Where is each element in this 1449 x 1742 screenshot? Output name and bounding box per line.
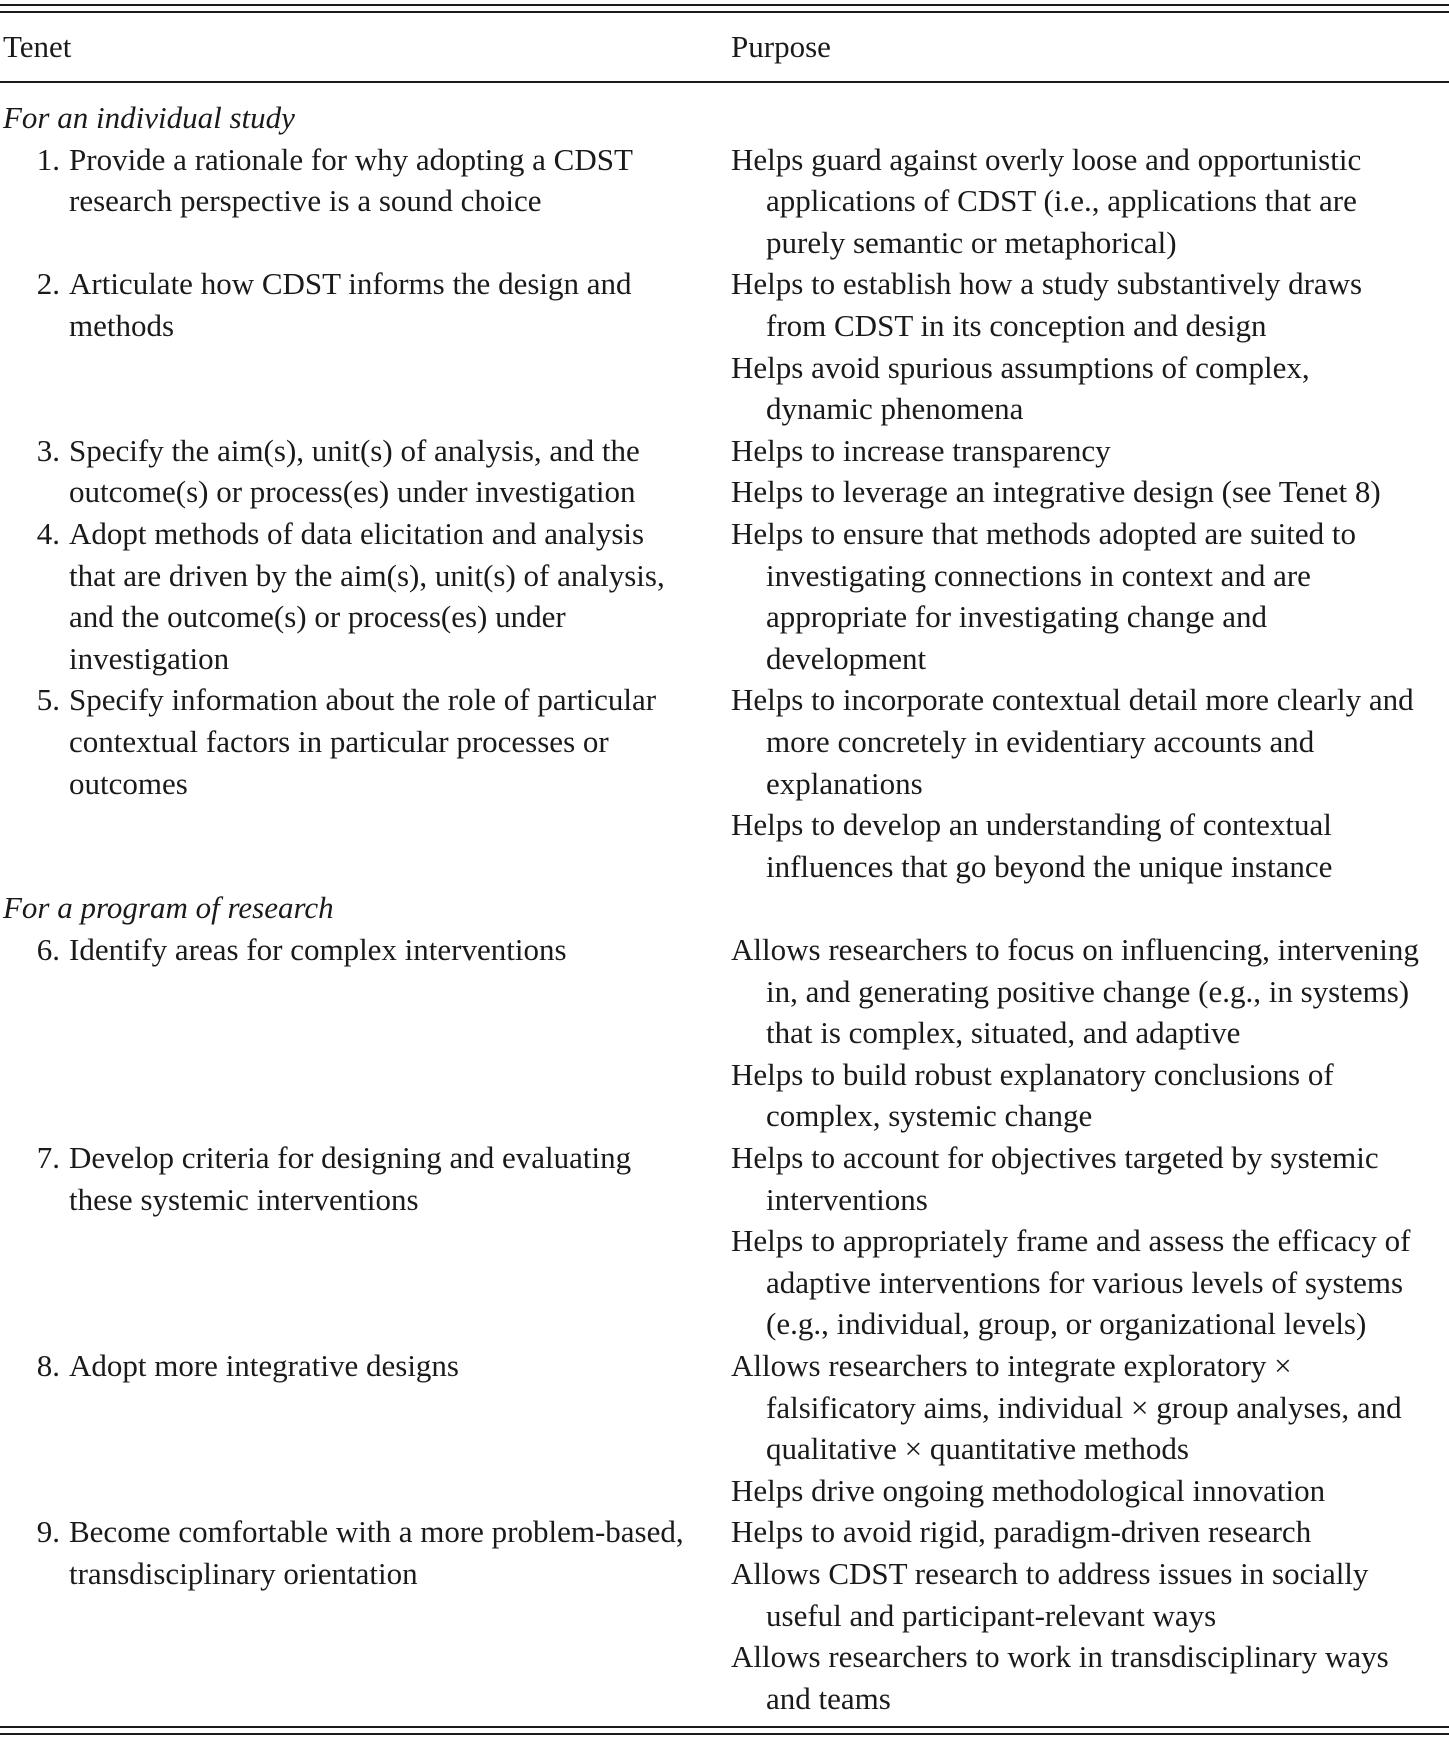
tenet-number: 1. xyxy=(36,141,60,177)
tenet-number: 5. xyxy=(36,682,60,718)
tenet-text-line: transdisciplinary orientation xyxy=(69,1556,418,1591)
tenet-text-line: Articulate how CDST informs the design and xyxy=(69,266,632,302)
tenet-number: 8. xyxy=(36,1348,60,1383)
tenet-text-line: research perspective is a sound choice xyxy=(69,183,542,219)
tenet-text-line: Develop criteria for designing and evaluating xyxy=(69,1140,632,1175)
purpose-line: (e.g., individual, group, or organizational levels) xyxy=(766,1306,1367,1342)
purpose-line: useful and participant-relevant ways xyxy=(766,1597,1217,1633)
header-tenet: Tenet xyxy=(3,29,72,64)
tenet-text-line: Specify the aim(s), unit(s) of analysis, and the xyxy=(69,432,640,468)
tenet-number: 3. xyxy=(36,432,60,468)
purpose-line: purely semantic or metaphorical) xyxy=(766,224,1177,260)
purpose-line: Allows researchers to work in transdisciplinary ways xyxy=(731,1639,1389,1675)
purpose-line: Helps to develop an understanding of contextual xyxy=(731,807,1332,843)
purpose-line: adaptive interventions for various levels of systems xyxy=(766,1264,1404,1300)
purpose-line: Helps to appropriately frame and assess the efficacy of xyxy=(731,1223,1411,1259)
purpose-line: Helps to incorporate contextual detail more clearly and xyxy=(731,682,1414,718)
bottom-rule-2 xyxy=(0,1733,1449,1735)
top-rule-2 xyxy=(0,11,1449,13)
purpose-line: and teams xyxy=(766,1680,891,1716)
purpose-line: Allows researchers to integrate exploratory × xyxy=(731,1348,1292,1383)
tenet-text-line: Provide a rationale for why adopting a CDST xyxy=(69,141,633,177)
purpose-line: appropriate for investigating change and xyxy=(766,599,1267,635)
purpose-line: Helps drive ongoing methodological innovation xyxy=(731,1472,1326,1508)
purpose-line: complex, systemic change xyxy=(766,1098,1093,1134)
purpose-line: Helps to increase transparency xyxy=(731,432,1111,468)
tenet-text-line: investigation xyxy=(69,640,230,676)
header-rule xyxy=(0,81,1449,83)
purpose-line: development xyxy=(766,640,927,676)
tenet-text-line: Adopt more integrative designs xyxy=(69,1348,459,1383)
purpose-line: Helps to avoid rigid, paradigm-driven research xyxy=(731,1514,1312,1550)
tenet-text-line: Identify areas for complex interventions xyxy=(69,932,567,967)
tenet-text-line: contextual factors in particular processes or xyxy=(69,724,609,759)
purpose-line: Helps to ensure that methods adopted are suited to xyxy=(731,516,1357,551)
purpose-line: Helps to establish how a study substantively draws xyxy=(731,266,1363,302)
purpose-line: falsificatory aims, individual × group analyses, and xyxy=(766,1389,1402,1425)
section-title: For an individual study xyxy=(3,100,295,135)
tenet-number: 2. xyxy=(36,266,60,302)
purpose-line: influences that go beyond the unique instance xyxy=(766,848,1333,884)
bottom-rule-1 xyxy=(0,1726,1449,1728)
purpose-line: Helps avoid spurious assumptions of complex, xyxy=(731,349,1310,385)
tenet-text-line: Specify information about the role of particular xyxy=(69,682,657,718)
purpose-line: more concretely in evidentiary accounts and xyxy=(766,724,1315,759)
purpose-line: qualitative × quantitative methods xyxy=(766,1431,1189,1467)
tenet-text-line: and the outcome(s) or process(es) under xyxy=(69,599,566,635)
purpose-line: in, and generating positive change (e.g., in systems) xyxy=(766,973,1410,1009)
tenet-number: 4. xyxy=(36,516,60,551)
purpose-line: investigating connections in context and are xyxy=(766,557,1311,593)
tenet-text-line: methods xyxy=(69,308,175,343)
purpose-line: dynamic phenomena xyxy=(766,391,1024,427)
purpose-line: Helps to build robust explanatory conclusions of xyxy=(731,1056,1334,1092)
tenet-number: 7. xyxy=(36,1140,60,1175)
section-title: For a program of research xyxy=(3,890,334,926)
purpose-line: Helps guard against overly loose and opportunistic xyxy=(731,141,1362,177)
purpose-line: Allows researchers to focus on influencing, intervening xyxy=(731,932,1419,967)
top-rule-1 xyxy=(0,4,1449,6)
purpose-line: that is complex, situated, and adaptive xyxy=(766,1015,1241,1051)
purpose-line: Helps to leverage an integrative design (see Tenet 8) xyxy=(731,474,1381,510)
tenet-number: 6. xyxy=(36,932,60,967)
header-purpose: Purpose xyxy=(731,29,831,64)
tenet-text-line: that are driven by the aim(s), unit(s) of analysis, xyxy=(69,557,665,593)
tenet-text-line: these systemic interventions xyxy=(69,1181,419,1217)
tenet-text-line: Become comfortable with a more problem-based, xyxy=(69,1514,684,1550)
purpose-line: Allows CDST research to address issues in socially xyxy=(731,1556,1369,1591)
purpose-line: explanations xyxy=(766,765,923,801)
tenet-text-line: outcomes xyxy=(69,765,188,801)
tenet-text-line: outcome(s) or process(es) under investigation xyxy=(69,474,636,510)
tenet-number: 9. xyxy=(36,1514,60,1550)
purpose-line: interventions xyxy=(766,1181,928,1217)
purpose-line: Helps to account for objectives targeted by systemic xyxy=(731,1140,1379,1175)
tenet-text-line: Adopt methods of data elicitation and analysis xyxy=(69,516,645,551)
purpose-line: from CDST in its conception and design xyxy=(766,308,1267,343)
purpose-line: applications of CDST (i.e., applications that are xyxy=(766,183,1357,219)
